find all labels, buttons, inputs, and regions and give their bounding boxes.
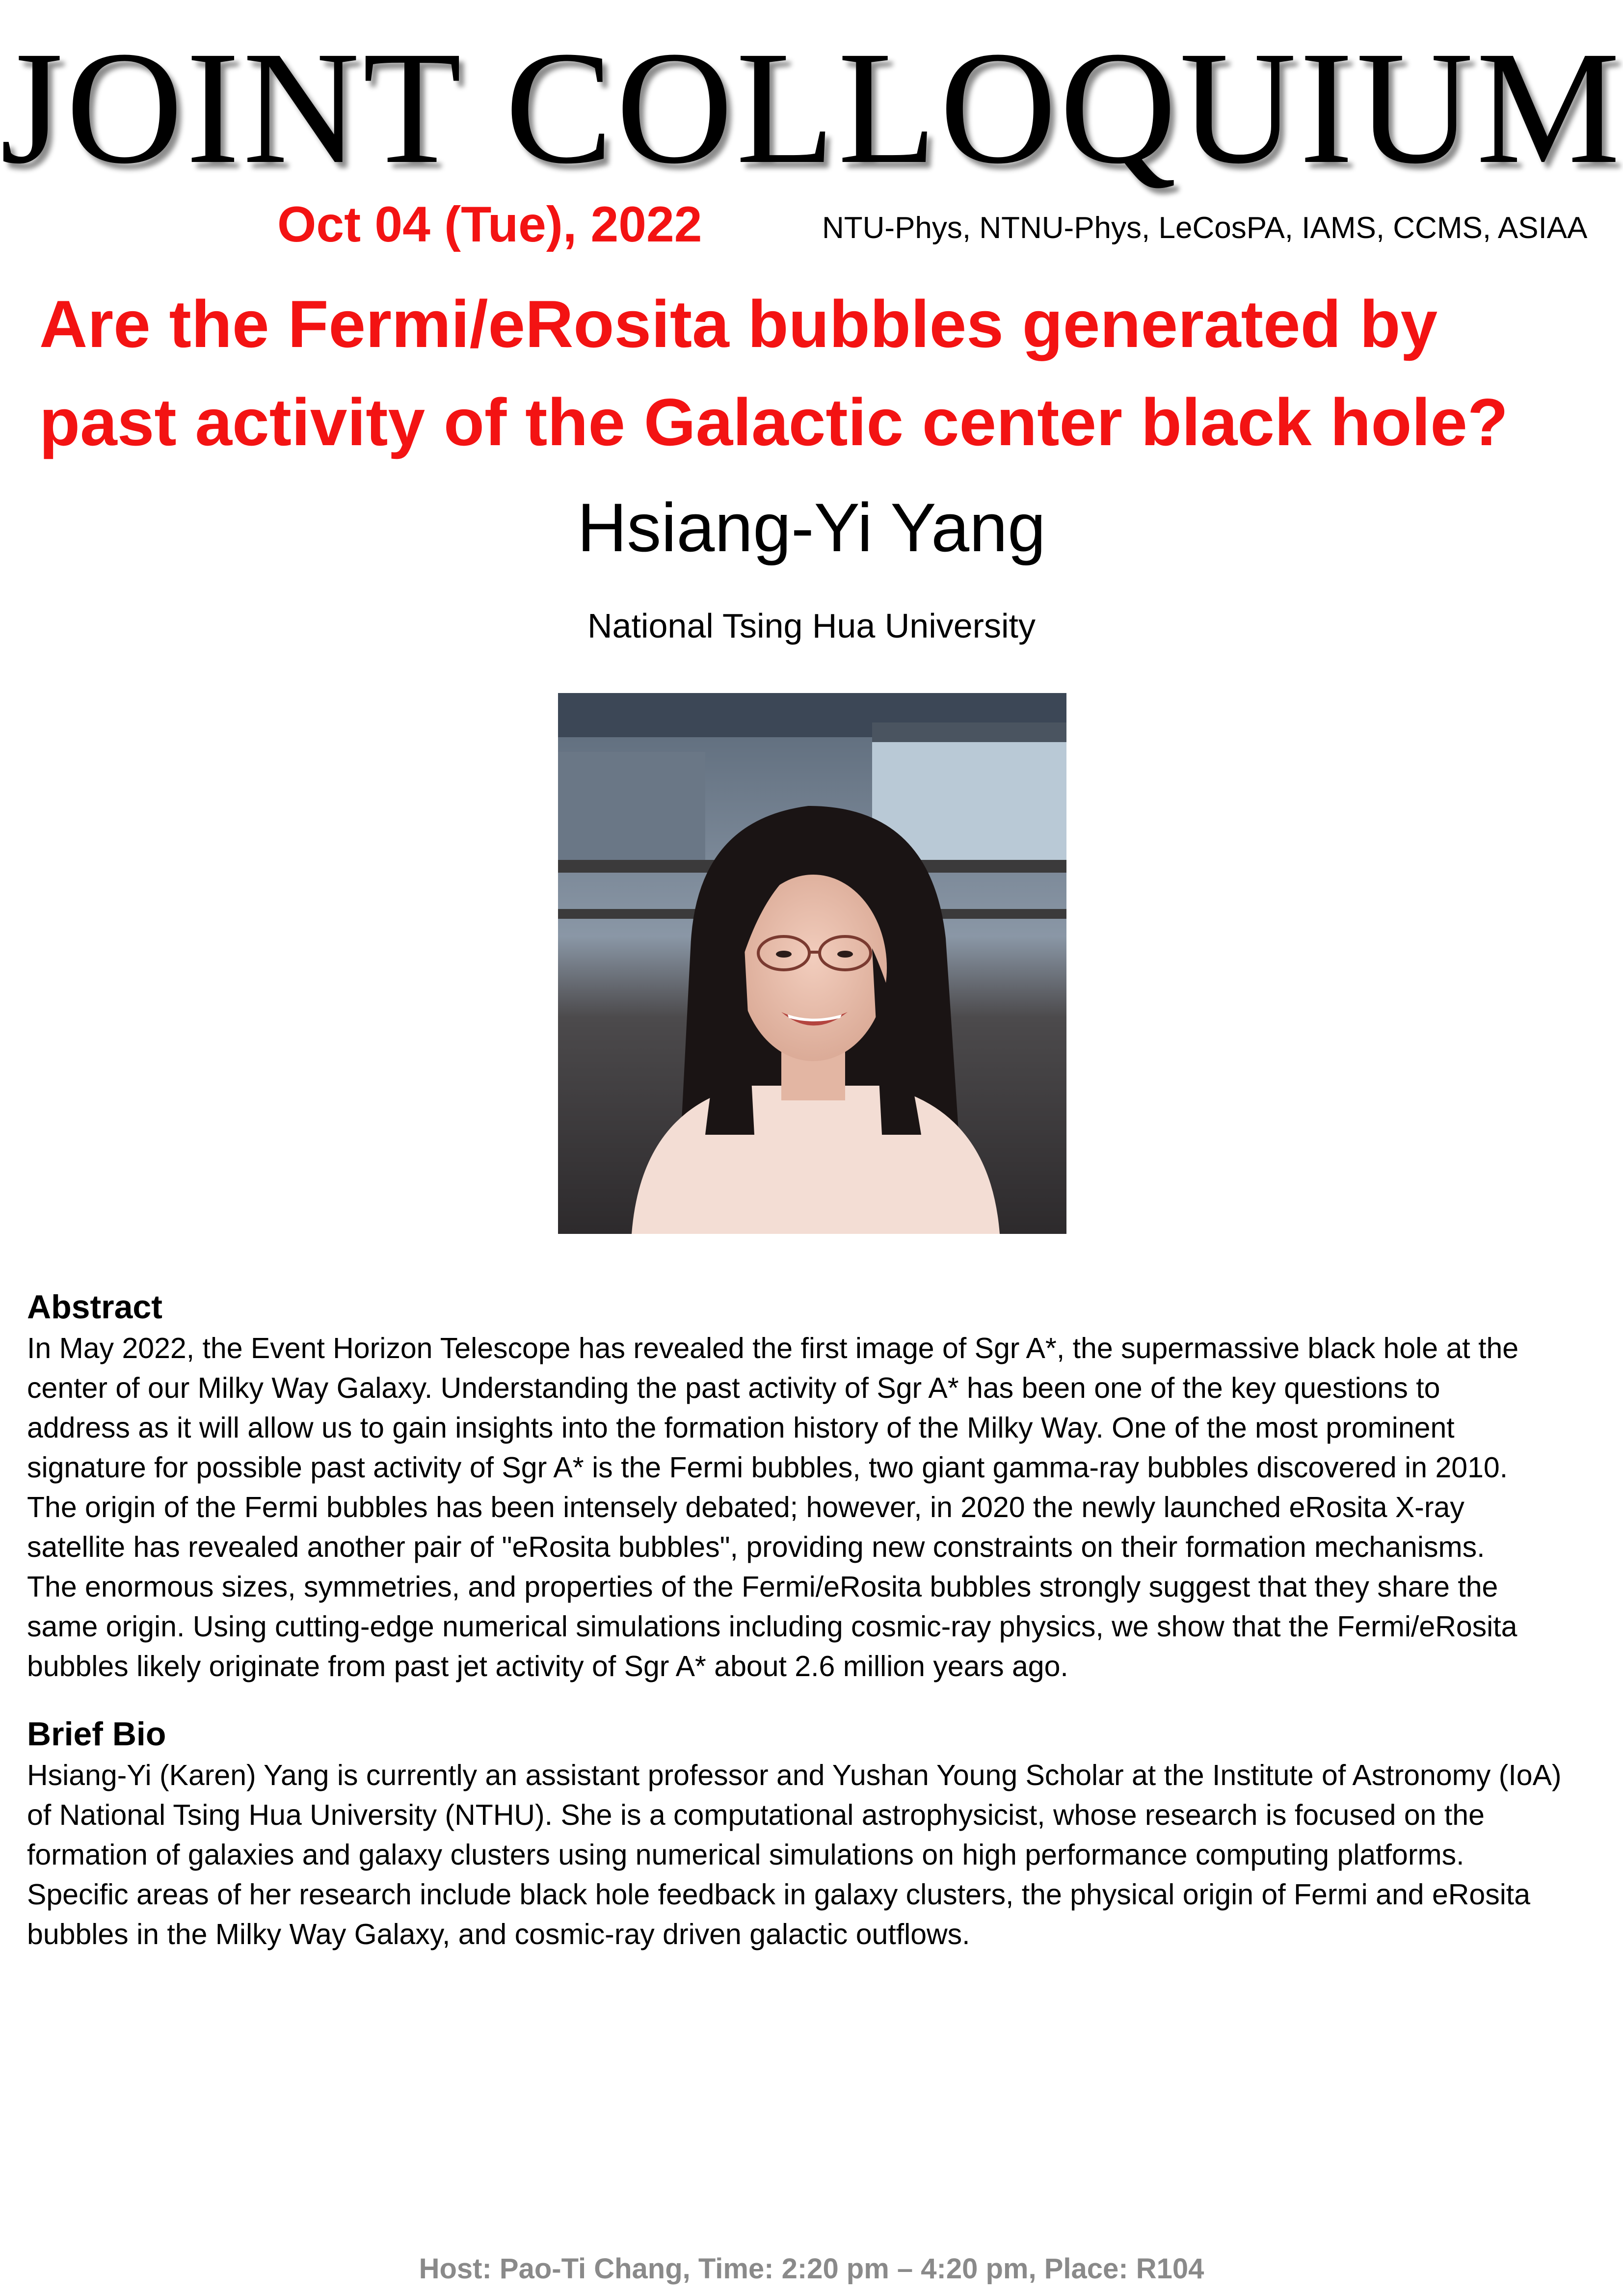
speaker-photo: [558, 693, 1066, 1234]
abstract-line: same origin. Using cutting-edge numerical simulations including cosmic-ray physics, we show that the Fermi/eRosita: [27, 1610, 1517, 1643]
abstract-line: The enormous sizes, symmetries, and properties of the Fermi/eRosita bubbles strongly suggest that they share the: [27, 1571, 1498, 1603]
bio-heading: Brief Bio: [27, 1715, 166, 1753]
talk-title: [39, 275, 1610, 471]
speaker-affiliation: National Tsing Hua University: [587, 607, 1036, 645]
bio-line: bubbles in the Milky Way Galaxy, and cosmic-ray driven galactic outflows.: [27, 1918, 970, 1950]
abstract-body: [27, 1329, 1602, 1686]
speaker-name: Hsiang-Yi Yang: [577, 489, 1046, 566]
bio-line: Hsiang-Yi (Karen) Yang is currently an assistant professor and Yushan Young Scholar at the Institute of Astronomy (IoA): [27, 1759, 1562, 1791]
bio-body: [27, 1756, 1602, 1954]
event-date: Oct 04 (Tue), 2022: [277, 196, 702, 252]
bio-line: of National Tsing Hua University (NTHU). She is a computational astrophysicist, whose research is focused on the: [27, 1799, 1485, 1831]
abstract-line: bubbles likely originate from past jet activity of Sgr A* about 2.6 million years ago.: [27, 1650, 1068, 1682]
bio-line: formation of galaxies and galaxy clusters using numerical simulations on high performance computing platforms.: [27, 1839, 1464, 1871]
abstract-line: In May 2022, the Event Horizon Telescope has revealed the first image of Sgr A*, the supermassive black hole at the: [27, 1332, 1519, 1364]
abstract-line: satellite has revealed another pair of "eRosita bubbles", providing new constraints on their formation mechanisms.: [27, 1531, 1485, 1563]
abstract-line: signature for possible past activity of Sgr A* is the Fermi bubbles, two giant gamma-ray bubbles discovered in 2010.: [27, 1451, 1508, 1484]
abstract-heading: Abstract: [27, 1288, 162, 1326]
talk-title-line: past activity of the Galactic center black hole?: [39, 385, 1508, 459]
colloquium-banner: JOINT COLLOQUIUM: [0, 18, 1623, 197]
abstract-line: center of our Milky Way Galaxy. Understanding the past activity of Sgr A* has been one of the key questions to: [27, 1372, 1440, 1404]
abstract-line: The origin of the Fermi bubbles has been intensely debated; however, in 2020 the newly launched eRosita X-ray: [27, 1491, 1464, 1523]
abstract-line: address as it will allow us to gain insights into the formation history of the Milky Way. One of the most prominent: [27, 1412, 1455, 1444]
speaker-portrait-illustration: [558, 693, 1066, 1234]
organizers-list: NTU-Phys, NTNU-Phys, LeCosPA, IAMS, CCMS, ASIAA: [822, 211, 1588, 245]
event-logistics: Host: Pao-Ti Chang, Time: 2:20 pm – 4:20 pm, Place: R104: [419, 2253, 1204, 2285]
bio-line: Specific areas of her research include black hole feedback in galaxy clusters, the physical origin of Fermi and eRosita: [27, 1878, 1531, 1911]
talk-title-line: Are the Fermi/eRosita bubbles generated by: [39, 287, 1438, 361]
